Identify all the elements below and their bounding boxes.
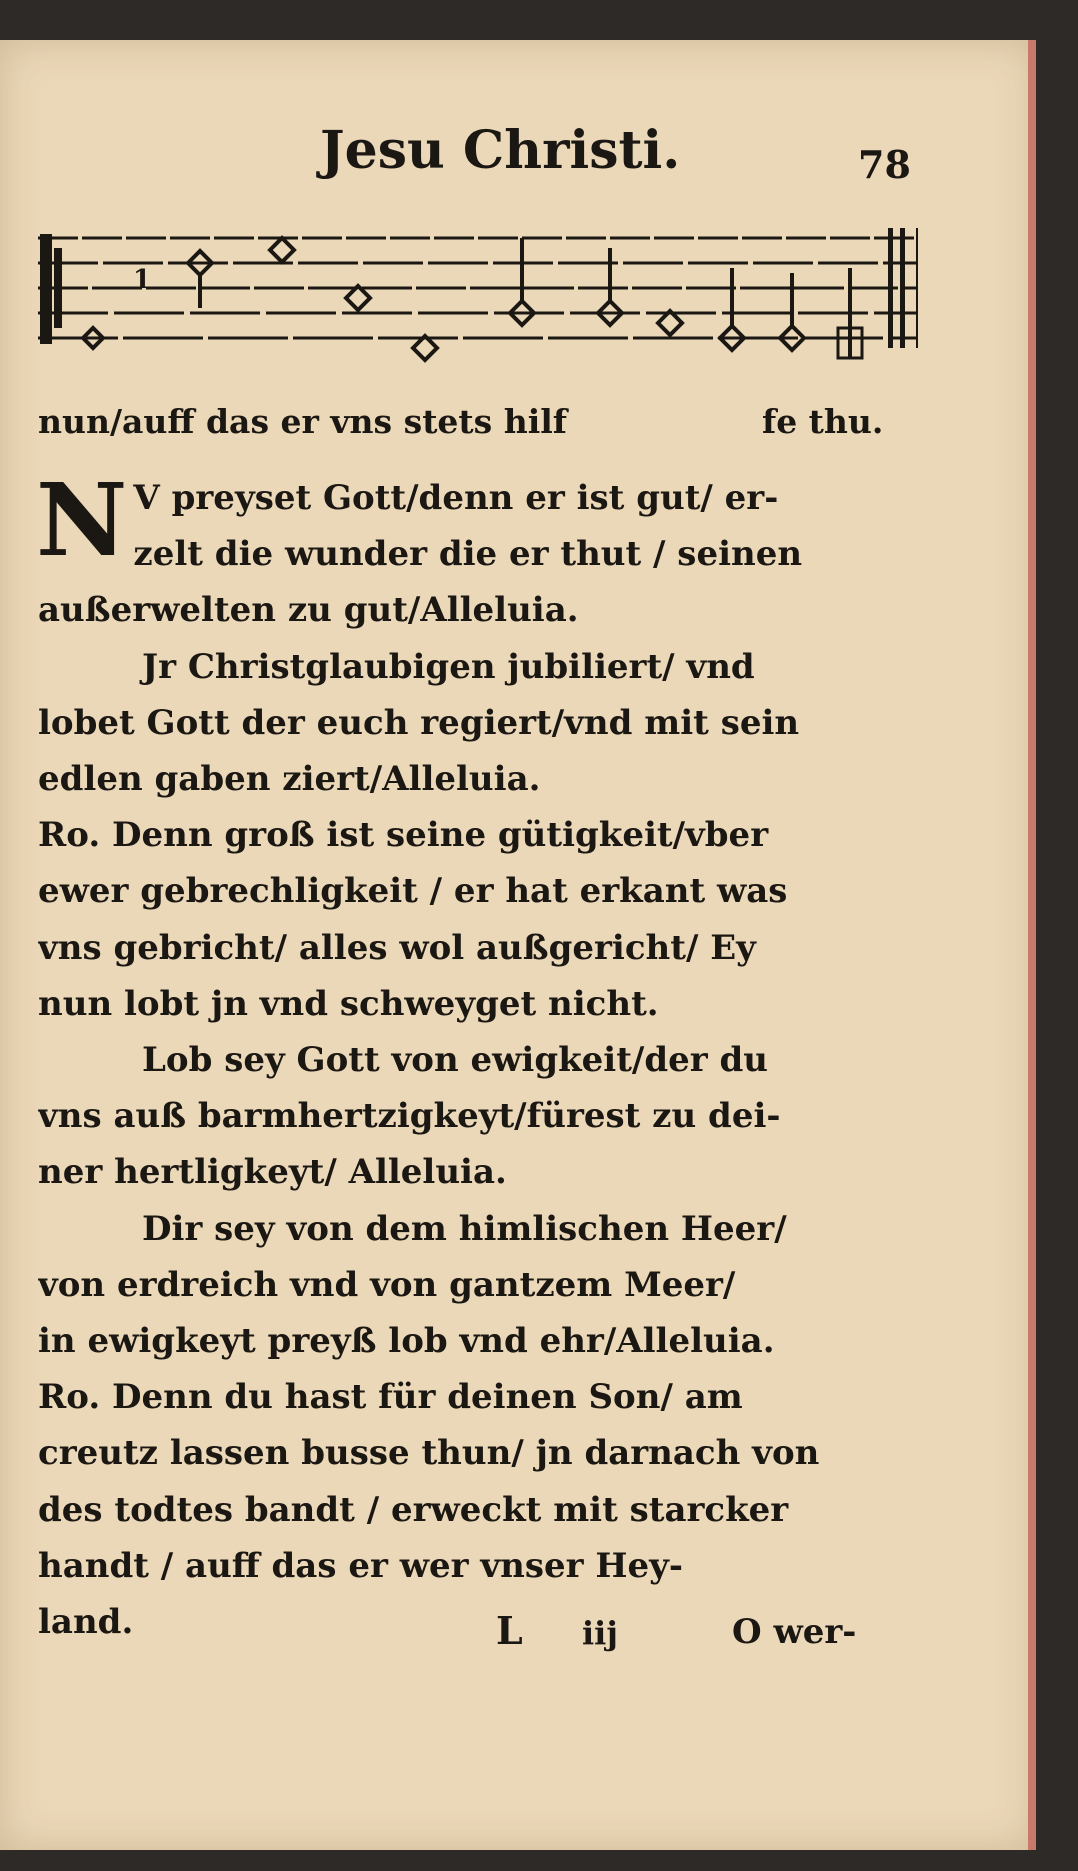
text-line: ewer gebrechligkeit / er hat erkant was xyxy=(38,871,788,912)
text-line: außerwelten zu gut/Alleluia. xyxy=(38,590,579,631)
music-lyric-part1: nun/auff das er vns stets hilf xyxy=(38,402,567,441)
music-lyric-part2: fe thu. xyxy=(762,402,884,441)
text-line: V preyset Gott/denn er ist gut/ er- xyxy=(133,478,779,518)
text-line: ner hertligkeyt/ Alleluia. xyxy=(38,1152,507,1193)
text-line: edlen gaben ziert/Alleluia. xyxy=(38,759,541,800)
text-line: nun lobt jn vnd schweyget nicht. xyxy=(38,983,659,1024)
text-line: Ro. Denn groß ist seine gütigkeit/vber xyxy=(38,815,769,856)
text-line: in ewigkeyt preyß lob vnd ehr/Alleluia. xyxy=(38,1321,775,1362)
drop-cap-initial: N xyxy=(36,461,128,579)
page-number: 78 xyxy=(858,142,911,187)
signature-letter: L xyxy=(496,1608,523,1653)
text-line: creutz lassen busse thun/ jn darnach von xyxy=(38,1433,820,1474)
text-line: vns auß barmhertzigkeyt/fürest zu dei- xyxy=(38,1096,781,1137)
page-red-edge xyxy=(1028,40,1036,1850)
text-line: Jr Christglaubigen jubiliert/ vnd xyxy=(142,646,755,687)
signature-number: iij xyxy=(582,1614,618,1652)
svg-text:1: 1 xyxy=(133,265,152,295)
text-line: von erdreich vnd von gantzem Meer/ xyxy=(38,1264,736,1305)
text-line: zelt die wunder die er thut / seinen xyxy=(133,534,803,575)
text-line: Lob sey Gott von ewigkeit/der du xyxy=(142,1040,768,1081)
hymn-text xyxy=(36,461,918,1650)
text-line: Ro. Denn du hast für deinen Son/ am xyxy=(38,1377,743,1418)
text-line: land. xyxy=(38,1602,134,1643)
text-line: lobet Gott der euch regiert/vnd mit sein xyxy=(38,702,800,743)
text-line: handt / auff das er wer vnser Hey- xyxy=(38,1545,683,1586)
running-head: Jesu Christi. xyxy=(320,120,681,181)
catchword: O wer- xyxy=(732,1612,857,1652)
text-line: vns gebricht/ alles wol außgericht/ Ey xyxy=(38,927,756,968)
text-line: des todtes bandt / erweckt mit starcker xyxy=(38,1489,789,1530)
text-line: Dir sey von dem himlischen Heer/ xyxy=(142,1208,787,1249)
music-staff-icon xyxy=(38,228,918,368)
